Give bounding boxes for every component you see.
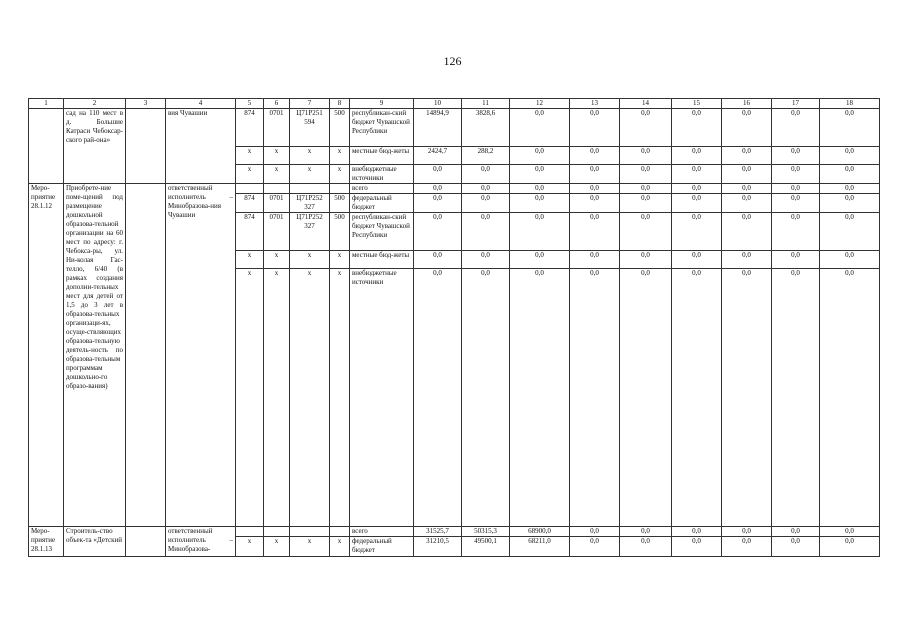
funding-source-cell: местные бюд-жеты <box>350 251 414 269</box>
value-cell: 0,0 <box>462 213 510 251</box>
grbs-cell: х <box>236 537 264 557</box>
header-cell: 15 <box>672 99 722 109</box>
section-cell: 0701 <box>264 213 290 251</box>
header-cell: 1 <box>29 99 64 109</box>
value-cell: 0,0 <box>722 269 772 527</box>
grbs-cell <box>236 527 264 537</box>
value-cell: 0,0 <box>620 269 672 527</box>
value-cell: 0,0 <box>820 165 880 184</box>
header-cell: 12 <box>510 99 570 109</box>
header-cell: 14 <box>620 99 672 109</box>
funding-source-cell: местные бюд-жеты <box>350 147 414 165</box>
target-article-cell <box>290 527 330 537</box>
value-cell: 288,2 <box>462 147 510 165</box>
value-cell: 0,0 <box>414 269 462 527</box>
empty-cell <box>126 527 166 557</box>
section-cell: 0701 <box>264 109 290 147</box>
value-cell: 0,0 <box>772 251 820 269</box>
value-cell: 14894,9 <box>414 109 462 147</box>
executor-cell: ответственный исполнитель – Минобразова-ния Чувашии <box>166 184 236 527</box>
value-cell: 0,0 <box>510 194 570 213</box>
value-cell: 0,0 <box>820 269 880 527</box>
header-cell: 10 <box>414 99 462 109</box>
value-cell: 0,0 <box>672 269 722 527</box>
value-cell: 0,0 <box>570 165 620 184</box>
value-cell: 50315,3 <box>462 527 510 537</box>
value-cell: 0,0 <box>672 537 722 557</box>
value-cell: 0,0 <box>510 147 570 165</box>
table-row <box>29 527 880 537</box>
header-cell: 18 <box>820 99 880 109</box>
value-cell: 0,0 <box>414 184 462 194</box>
value-cell: 0,0 <box>722 165 772 184</box>
value-cell: 0,0 <box>620 109 672 147</box>
value-cell: 0,0 <box>510 269 570 527</box>
section-cell: х <box>264 537 290 557</box>
funding-source-cell: всего <box>350 184 414 194</box>
target-article-cell: х <box>290 147 330 165</box>
value-cell: 0,0 <box>620 251 672 269</box>
value-cell: 68900,0 <box>510 527 570 537</box>
grbs-cell: 874 <box>236 194 264 213</box>
grbs-cell: 874 <box>236 109 264 147</box>
value-cell: 0,0 <box>772 109 820 147</box>
value-cell: 31210,5 <box>414 537 462 557</box>
header-cell: 3 <box>126 99 166 109</box>
value-cell: 0,0 <box>462 269 510 527</box>
value-cell: 0,0 <box>820 147 880 165</box>
value-cell: 0,0 <box>722 184 772 194</box>
expense-type-cell: 500 <box>330 213 350 251</box>
value-cell: 0,0 <box>722 213 772 251</box>
target-article-cell: х <box>290 251 330 269</box>
expense-type-cell: х <box>330 537 350 557</box>
activity-code-cell <box>29 109 64 184</box>
value-cell: 0,0 <box>722 527 772 537</box>
value-cell: 0,0 <box>672 147 722 165</box>
value-cell: 0,0 <box>570 194 620 213</box>
value-cell: 0,0 <box>570 269 620 527</box>
page-number: 126 <box>443 54 462 68</box>
header-cell: 6 <box>264 99 290 109</box>
value-cell: 0,0 <box>722 109 772 147</box>
value-cell: 3828,6 <box>462 109 510 147</box>
funding-source-cell: федеральный бюджет <box>350 194 414 213</box>
value-cell: 0,0 <box>570 537 620 557</box>
header-cell: 5 <box>236 99 264 109</box>
expense-type-cell: 500 <box>330 194 350 213</box>
value-cell: 0,0 <box>672 194 722 213</box>
value-cell: 0,0 <box>570 147 620 165</box>
grbs-cell: х <box>236 147 264 165</box>
activity-code-cell: Меро-приятие 28.1.13 <box>29 527 64 557</box>
value-cell: 0,0 <box>570 184 620 194</box>
value-cell: 0,0 <box>620 194 672 213</box>
section-cell: 0701 <box>264 194 290 213</box>
expense-type-cell: 500 <box>330 109 350 147</box>
value-cell: 0,0 <box>772 213 820 251</box>
activity-name-cell: Строитель-ство объек-та «Детский <box>64 527 126 557</box>
value-cell: 0,0 <box>722 147 772 165</box>
empty-cell <box>126 184 166 527</box>
value-cell: 0,0 <box>620 537 672 557</box>
funding-source-cell: республикан-ский бюджет Чувашской Республики <box>350 109 414 147</box>
value-cell: 0,0 <box>672 527 722 537</box>
grbs-cell: х <box>236 251 264 269</box>
value-cell: 0,0 <box>462 251 510 269</box>
value-cell: 2424,7 <box>414 147 462 165</box>
value-cell: 0,0 <box>722 251 772 269</box>
expense-type-cell: х <box>330 165 350 184</box>
funding-source-cell: республикан-ский бюджет Чувашской Республики <box>350 213 414 251</box>
section-cell: х <box>264 165 290 184</box>
value-cell: 0,0 <box>772 165 820 184</box>
header-cell: 17 <box>772 99 820 109</box>
header-cell: 11 <box>462 99 510 109</box>
value-cell: 0,0 <box>510 109 570 147</box>
header-cell: 4 <box>166 99 236 109</box>
value-cell: 0,0 <box>772 269 820 527</box>
value-cell: 0,0 <box>510 184 570 194</box>
value-cell: 0,0 <box>820 194 880 213</box>
value-cell: 0,0 <box>620 147 672 165</box>
value-cell: 0,0 <box>672 213 722 251</box>
value-cell: 49500,1 <box>462 537 510 557</box>
grbs-cell: х <box>236 269 264 527</box>
expense-type-cell <box>330 184 350 194</box>
section-cell <box>264 184 290 194</box>
value-cell: 0,0 <box>462 194 510 213</box>
header-cell: 16 <box>722 99 772 109</box>
value-cell: 0,0 <box>462 165 510 184</box>
target-article-cell: Ц71Р251 594 <box>290 109 330 147</box>
value-cell: 31525,7 <box>414 527 462 537</box>
value-cell: 0,0 <box>620 184 672 194</box>
value-cell: 0,0 <box>620 213 672 251</box>
header-cell: 2 <box>64 99 126 109</box>
expense-type-cell: х <box>330 251 350 269</box>
value-cell: 0,0 <box>820 251 880 269</box>
target-article-cell: х <box>290 537 330 557</box>
value-cell: 0,0 <box>820 527 880 537</box>
value-cell: 0,0 <box>772 527 820 537</box>
value-cell: 0,0 <box>510 251 570 269</box>
activity-name-cell: сад на 110 мест в д. Большие Катраси Чебоксар-ского рай-она» <box>64 109 126 184</box>
value-cell: 0,0 <box>414 165 462 184</box>
value-cell: 0,0 <box>672 251 722 269</box>
section-cell <box>264 527 290 537</box>
grbs-cell <box>236 184 264 194</box>
value-cell: 0,0 <box>772 194 820 213</box>
executor-cell: ответственный исполнитель – Минобразова- <box>166 527 236 557</box>
activity-code-cell: Меро-приятие 28.1.12 <box>29 184 64 527</box>
value-cell: 0,0 <box>414 213 462 251</box>
expense-type-cell: х <box>330 269 350 527</box>
value-cell: 0,0 <box>570 109 620 147</box>
header-cell: 7 <box>290 99 330 109</box>
executor-cell: вия Чувашии <box>166 109 236 184</box>
empty-cell <box>126 109 166 184</box>
header-cell: 13 <box>570 99 620 109</box>
header-row <box>29 99 880 109</box>
table-row <box>29 109 880 147</box>
expense-type-cell: х <box>330 147 350 165</box>
value-cell: 0,0 <box>722 537 772 557</box>
value-cell: 0,0 <box>772 147 820 165</box>
value-cell: 0,0 <box>820 213 880 251</box>
value-cell: 0,0 <box>672 184 722 194</box>
value-cell: 0,0 <box>620 527 672 537</box>
value-cell: 0,0 <box>510 165 570 184</box>
value-cell: 68211,0 <box>510 537 570 557</box>
target-article-cell: х <box>290 165 330 184</box>
funding-source-cell: федеральный бюджет <box>350 537 414 557</box>
value-cell: 0,0 <box>672 165 722 184</box>
value-cell: 0,0 <box>772 184 820 194</box>
value-cell: 0,0 <box>570 213 620 251</box>
value-cell: 0,0 <box>570 251 620 269</box>
value-cell: 0,0 <box>672 109 722 147</box>
funding-source-cell: внебюджетные источники <box>350 165 414 184</box>
value-cell: 0,0 <box>620 165 672 184</box>
target-article-cell: Ц71Р252 327 <box>290 213 330 251</box>
value-cell: 0,0 <box>820 537 880 557</box>
section-cell: х <box>264 269 290 527</box>
funding-source-cell: всего <box>350 527 414 537</box>
header-cell: 9 <box>350 99 414 109</box>
grbs-cell: 874 <box>236 213 264 251</box>
expense-type-cell <box>330 527 350 537</box>
budget-table <box>28 98 880 557</box>
activity-name-cell: Приобрете-ние поме-щений под размещение дошкольной образова-тельной организации на 60 мест по адресу: г. Чебокса-ры, ул. Ни-колая Гас-телло, 6/40 (в рамках создания дополни-тельных мест для детей от 1,5 до 3 лет в образова-тельных организаци-ях, осуще-ствляющих образова-тельную деятель-ность по образова-тельным программам дошкольно-го образо-вания) <box>64 184 126 527</box>
header-cell: 8 <box>330 99 350 109</box>
section-cell: х <box>264 147 290 165</box>
target-article-cell <box>290 184 330 194</box>
target-article-cell: Ц71Р252 327 <box>290 194 330 213</box>
value-cell: 0,0 <box>414 194 462 213</box>
table-row <box>29 184 880 194</box>
funding-source-cell: внебюджетные источники <box>350 269 414 527</box>
value-cell: 0,0 <box>772 537 820 557</box>
value-cell: 0,0 <box>820 109 880 147</box>
value-cell: 0,0 <box>570 527 620 537</box>
target-article-cell: х <box>290 269 330 527</box>
value-cell: 0,0 <box>414 251 462 269</box>
value-cell: 0,0 <box>462 184 510 194</box>
value-cell: 0,0 <box>820 184 880 194</box>
value-cell: 0,0 <box>510 213 570 251</box>
section-cell: х <box>264 251 290 269</box>
grbs-cell: х <box>236 165 264 184</box>
value-cell: 0,0 <box>722 194 772 213</box>
